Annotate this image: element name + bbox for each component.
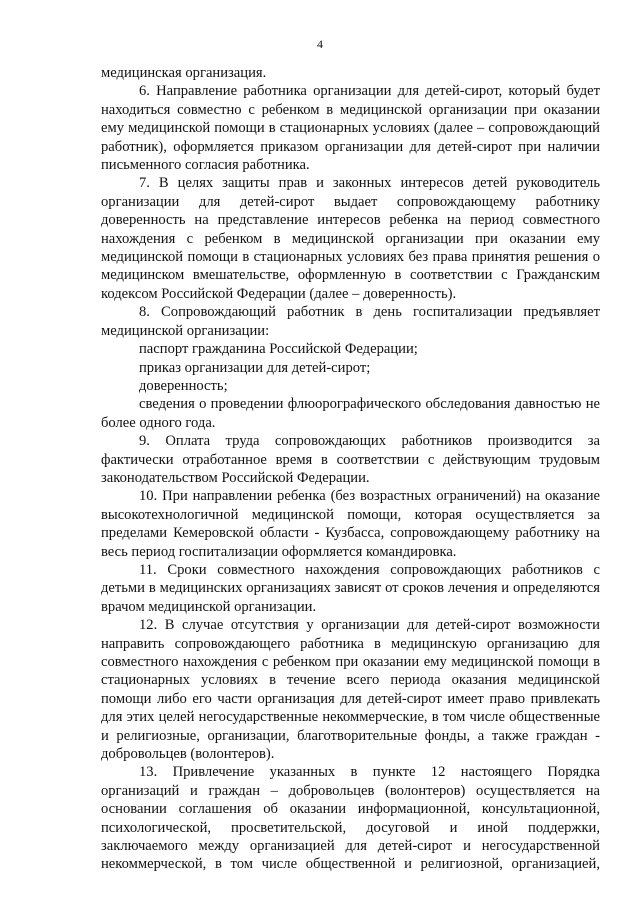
- paragraph: 12. В случае отсутствия у организации для детей-сирот возможности направить сопровождающего работника в медицинскую организацию для совместного нахождения с ребенком при оказании ему медицинской помощи в стационарных условиях в течение всего периода оказания медицинской помощи либо его части организация для детей-сирот имеет право привлекать для этих целей негосударственные некоммерческие, в том числе общественные и религиозные, организации, благотворительные фонды, а также граждан - добровольцев (волонтеров).: [101, 617, 600, 763]
- paragraph: медицинская организация.: [101, 65, 267, 81]
- paragraph: 6. Направление работника организации для детей-сирот, который будет находиться совместно с ребенком в медицинской организации при оказании ему медицинской помощи в стационарных условиях (далее – сопровождающий работник), оформляется приказом организации для детей-сирот при наличии письменного согласия работника.: [101, 83, 600, 174]
- paragraph: доверенность;: [139, 377, 228, 394]
- paragraph: 10. При направлении ребенка (без возрастных ограничений) на оказание высокотехнологичной медицинской помощи, которая осуществляется за пределами Кемеровской области - Кузбасса, сопровождающему работнику на весь период госпитализации оформляется командировка.: [101, 488, 600, 560]
- paragraph: 11. Сроки совместного нахождения сопровождающих работников с детьми в медицинских организациях зависят от сроков лечения и определяются врачом медицинской организации.: [101, 561, 600, 615]
- paragraph: приказ организации для детей-сирот;: [139, 359, 371, 376]
- paragraph: 9. Оплата труда сопровождающих работников производится за фактически отработанное время в соответствии с действующим трудовым законодательством Российской Федерации.: [101, 433, 600, 486]
- page-number: 4: [317, 37, 323, 51]
- paragraph: 13. Привлечение указанных в пункте 12 настоящего Порядка организаций и граждан – добровольцев (волонтеров) осуществляется на основании соглашения об оказании информационной, консультационной, психологической, просветительской, досуговой и иной поддержки, заключаемого между организацией для детей-сирот и негосударственной некоммерческой, в том числе общественной и религиозной, организацией,: [101, 764, 600, 873]
- document-body: [101, 64, 600, 874]
- paragraph: паспорт гражданина Российской Федерации;: [139, 341, 418, 358]
- paragraph: 7. В целях защиты прав и законных интересов детей руководитель организации для детей-сирот выдает сопровождающему работнику доверенность на представление интересов ребенка на период совместного нахождения с ребенком в медицинской организации при оказании ему медицинской помощи в стационарных условиях без права принятия решения о медицинском вмешательстве, оформленную в соответствии с Гражданским кодексом Российской Федерации (далее – доверенность).: [101, 175, 600, 302]
- paragraph: сведения о проведении флюорографического обследования давностью не более одного года.: [101, 396, 600, 431]
- paragraph: 8. Сопровождающий работник в день госпитализации предъявляет медицинской организации:: [101, 304, 600, 339]
